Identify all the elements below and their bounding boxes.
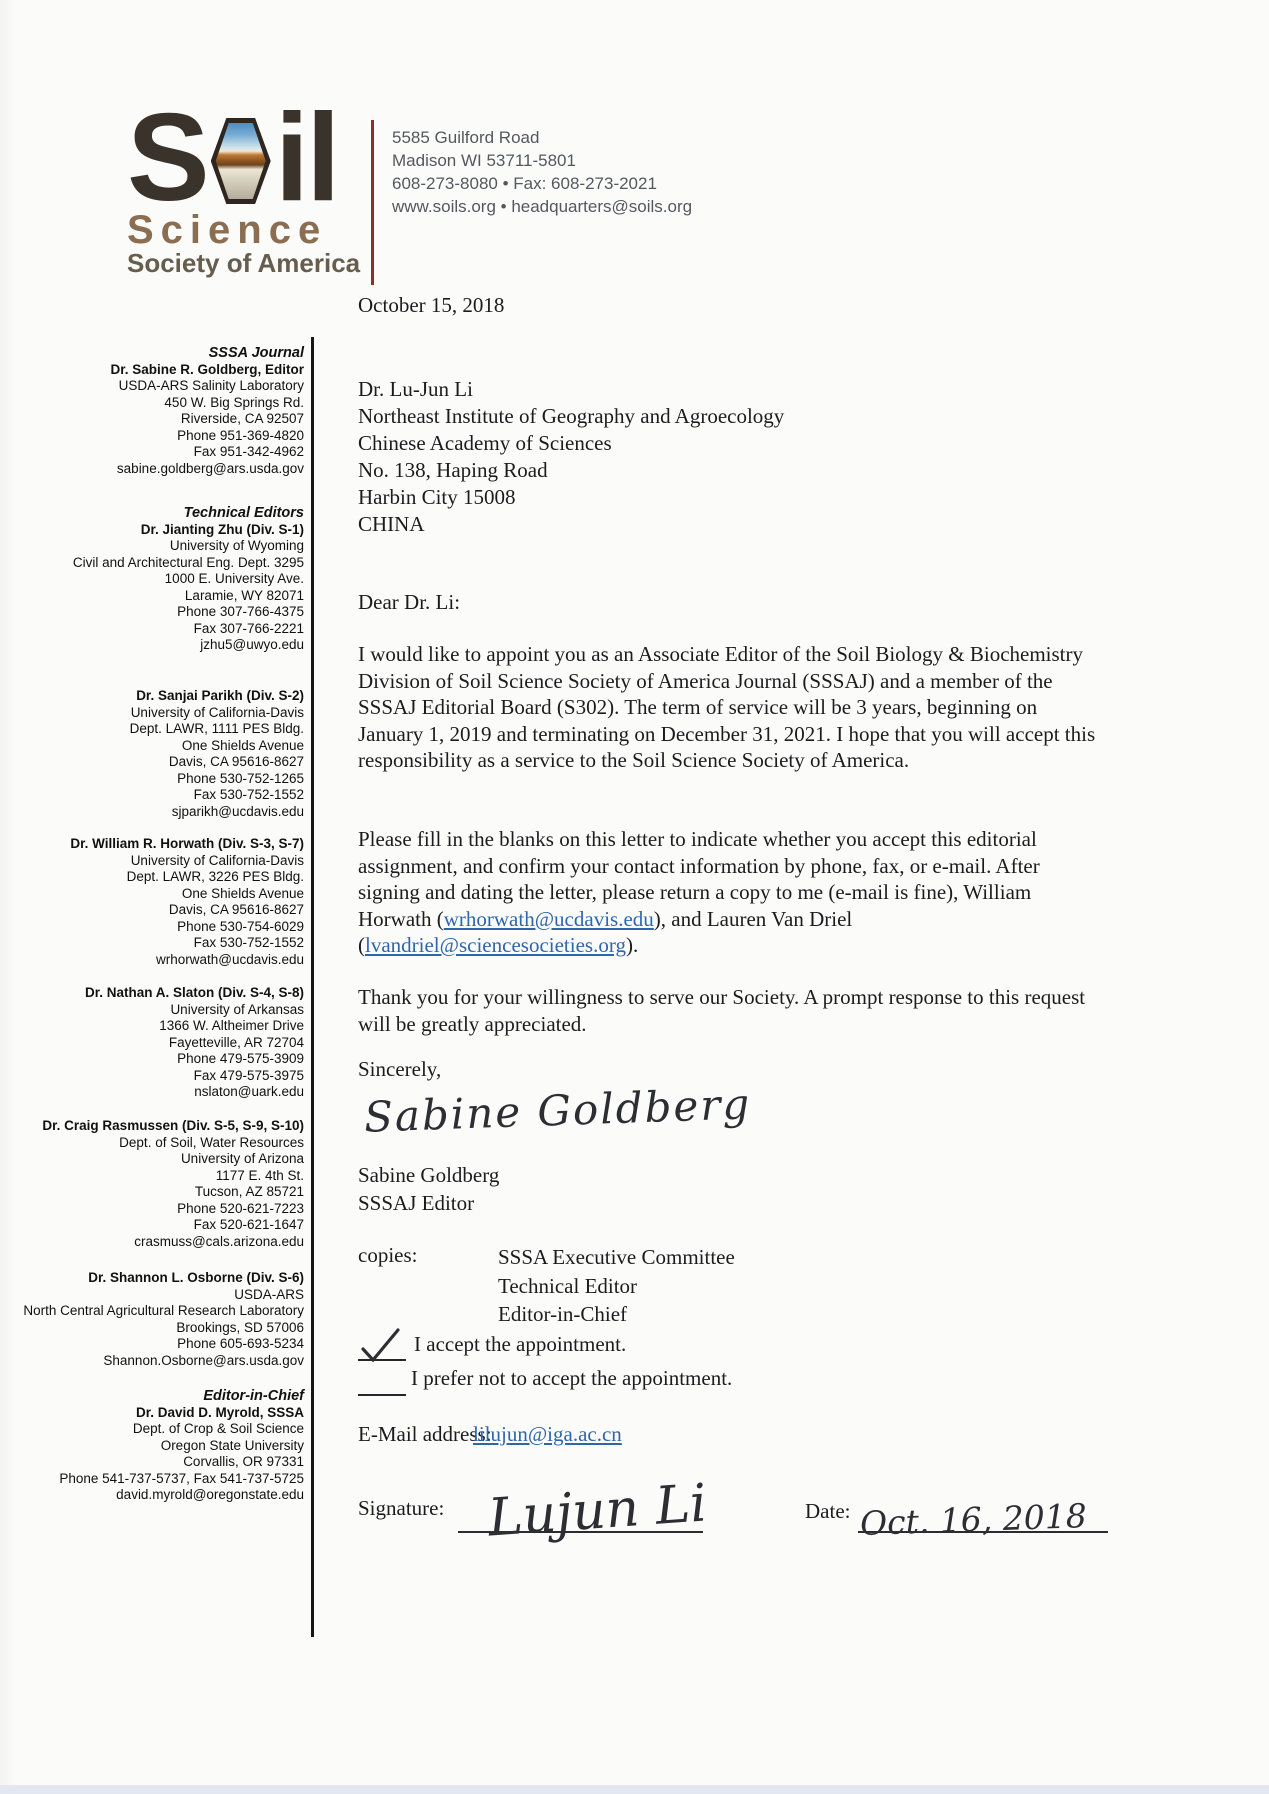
editor-contact-line: Phone 605-693-5234 <box>177 1336 304 1351</box>
editor-contact-block <box>0 505 304 654</box>
signer-name: Sabine Goldberg <box>358 1163 500 1187</box>
editors-sidebar <box>0 0 304 1794</box>
email-label: E-Mail address: <box>358 1422 492 1446</box>
editor-contact-line: University of Wyoming <box>169 538 304 553</box>
editor-contact-line: david.myrold@oregonstate.edu <box>116 1487 304 1502</box>
editor-contact-line: Dept. of Crop & Soil Science <box>132 1421 304 1436</box>
editor-contact-line: Phone 530-752-1265 <box>177 770 304 786</box>
editor-contact-block <box>0 836 304 968</box>
editor-role-heading: Editor-in-Chief <box>203 1388 304 1404</box>
recipient-line: Dr. Lu-Jun Li <box>358 377 473 401</box>
editor-contact-line: Dept. LAWR, 3226 PES Bldg. <box>126 869 304 884</box>
editor-contact-line: Fax 479-575-3975 <box>193 1067 304 1083</box>
editor-name: Dr. Craig Rasmussen (Div. S-5, S-9, S-10) <box>42 1118 304 1133</box>
editor-contact-line: nslaton@uark.edu <box>194 1084 304 1099</box>
editor-contact-line: University of Arizona <box>180 1151 304 1166</box>
checkmark-icon <box>360 1327 402 1363</box>
recipient-line: No. 138, Haping Road <box>358 458 548 482</box>
logo-science-text: Science <box>127 208 328 252</box>
editor-contact-line: Davis, CA 95616-8627 <box>168 754 304 769</box>
editor-contact-line: Phone 479-575-3909 <box>177 1051 304 1066</box>
editor-contact-block <box>0 1388 304 1504</box>
editor-contact-line: Fax 530-752-1552 <box>193 787 304 802</box>
signer-title: SSSAJ Editor <box>358 1191 475 1215</box>
address-line: www.soils.org • headquarters@soils.org <box>392 197 693 216</box>
editor-contact-line: Corvallis, OR 97331 <box>183 1454 304 1469</box>
editor-contact-line: University of Arkansas <box>170 1001 304 1017</box>
editor-contact-line: Phone 520-621-7223 <box>177 1200 304 1216</box>
editor-contact-line: Fax 530-752-1552 <box>193 935 304 950</box>
editor-contact-lines <box>0 705 304 821</box>
editor-contact-line: Fax 951-342-4962 <box>193 444 304 459</box>
copies-label: copies: <box>358 1243 418 1267</box>
editor-contact-block <box>0 985 304 1101</box>
vandriel-email-link[interactable]: lvandriel@sciencesocieties.org <box>365 933 626 957</box>
editor-contact-line: Fax 307-766-2221 <box>193 620 304 636</box>
editor-name: Dr. Jianting Zhu (Div. S-1) <box>140 521 304 537</box>
li-handwritten-signature: Lujun Li <box>486 1473 709 1549</box>
editor-contact-line: USDA-ARS <box>234 1286 304 1302</box>
paragraph-instructions <box>358 826 1100 959</box>
editor-role-heading: Technical Editors <box>183 505 304 521</box>
editor-contact-lines <box>0 1002 304 1101</box>
editor-contact-line: Tucson, AZ 85721 <box>194 1184 304 1199</box>
date-line <box>858 1496 1108 1543</box>
editor-contact-line: 1000 E. University Ave. <box>164 571 304 586</box>
editor-contact-block <box>0 1118 304 1250</box>
editor-contact-lines <box>0 378 304 477</box>
editor-contact-line: 1177 E. 4th St. <box>215 1167 304 1183</box>
editor-contact-line: Dept. LAWR, 1111 PES Bldg. <box>129 721 304 736</box>
editor-contact-line: Civil and Architectural Eng. Dept. 3295 <box>72 554 304 570</box>
editor-contact-line: Laramie, WY 82071 <box>184 587 304 603</box>
handwritten-date: Oct. 16, 2018 <box>859 1496 1088 1543</box>
copy-recipient: Editor-in-Chief <box>498 1302 628 1326</box>
editor-contact-lines <box>0 1287 304 1370</box>
editor-contact-lines <box>0 1421 304 1504</box>
editor-name: Dr. Shannon L. Osborne (Div. S-6) <box>88 1270 304 1285</box>
recipient-line: CHINA <box>358 512 425 536</box>
accept-option-label: I accept the appointment. <box>414 1332 627 1356</box>
goldberg-handwritten-signature: Sabine Goldberg <box>363 1079 752 1142</box>
editor-name: Dr. Sanjai Parikh (Div. S-2) <box>136 688 304 703</box>
editor-contact-line: Phone 307-766-4375 <box>177 604 304 619</box>
editor-contact-line: Brookings, SD 57006 <box>176 1319 304 1335</box>
editor-contact-line: sjparikh@ucdavis.edu <box>171 803 304 819</box>
editor-role-heading: SSSA Journal <box>208 345 304 361</box>
letter-date: October 15, 2018 <box>358 293 505 317</box>
paragraph-text: ), and Lauren Van Driel ( <box>358 906 853 957</box>
copy-recipient: SSSA Executive Committee <box>498 1245 735 1269</box>
editor-contact-block <box>0 688 304 820</box>
editor-contact-line: Oregon State University <box>160 1437 304 1453</box>
logo-letter-s: S <box>127 89 205 227</box>
editor-contact-line: Riverside, CA 92507 <box>180 411 304 426</box>
accept-blank-line <box>358 1359 406 1361</box>
sidebar-divider <box>311 337 314 1637</box>
editor-contact-line: Fax 520-621-1647 <box>193 1217 304 1232</box>
editor-contact-line: Shannon.Osborne@ars.usda.gov <box>103 1352 304 1368</box>
editor-contact-line: crasmuss@cals.arizona.edu <box>134 1233 304 1249</box>
editor-contact-lines <box>0 538 304 654</box>
editor-name: Dr. Sabine R. Goldberg, Editor <box>110 361 304 377</box>
signature-label: Signature: <box>358 1496 445 1520</box>
editor-contact-line: 1366 W. Altheimer Drive <box>159 1018 304 1033</box>
closing: Sincerely, <box>358 1057 442 1081</box>
address-line: Madison WI 53711-5801 <box>392 151 576 170</box>
editor-contact-line: Davis, CA 95616-8627 <box>168 902 304 917</box>
editor-contact-line: Phone 541-737-5737, Fax 541-737-5725 <box>59 1470 304 1486</box>
decline-blank-line <box>358 1394 406 1396</box>
copy-recipient: Technical Editor <box>498 1273 638 1298</box>
editor-name: Dr. Nathan A. Slaton (Div. S-4, S-8) <box>84 985 304 1000</box>
recipient-address <box>358 376 784 538</box>
signature-line <box>458 1473 709 1549</box>
editor-contact-lines <box>0 853 304 969</box>
editor-contact-line: One Shields Avenue <box>181 885 304 901</box>
editor-contact-line: One Shields Avenue <box>181 737 304 753</box>
recipient-line: Harbin City 15008 <box>358 485 516 509</box>
editor-contact-line: Phone 951-369-4820 <box>177 427 304 443</box>
editor-contact-line: Phone 530-754-6029 <box>177 918 304 934</box>
logo-society-text: Society of America <box>127 248 361 278</box>
editor-contact-line: USDA-ARS Salinity Laboratory <box>118 378 304 393</box>
editor-contact-line: University of California-Davis <box>130 704 304 720</box>
editor-contact-line: wrhorwath@ucdavis.edu <box>155 951 304 967</box>
recipient-line: Northeast Institute of Geography and Agroecology <box>358 404 785 428</box>
editor-contact-line: University of California-Davis <box>130 852 304 868</box>
letter-body <box>358 0 1100 1794</box>
date-label: Date: <box>805 1499 851 1523</box>
signature-date-row <box>358 1473 1118 1560</box>
recipient-line: Chinese Academy of Sciences <box>358 431 612 455</box>
logo-letters-il: il <box>274 89 338 227</box>
decline-option-label: I prefer not to accept the appointment. <box>411 1366 733 1390</box>
editor-contact-line: 450 W. Big Springs Rd. <box>164 394 304 410</box>
editor-contact-line: North Central Agricultural Research Laboratory <box>23 1303 304 1318</box>
editor-name: Dr. William R. Horwath (Div. S-3, S-7) <box>70 836 304 851</box>
paragraph-appointment: I would like to appoint you as an Associate Editor of the Soil Biology & Biochemistry Division of Soil Science Society of America Journal (SSSAJ) and a member of the SSSAJ Editorial Board (S302). The term of service will be 3 years, beginning on January 1, 2019 and terminating on December 31, 2021. I hope that you will accept this responsibility as a service to the Soil Science Society of America. <box>358 642 1096 772</box>
editor-contact-line: jzhu5@uwyo.edu <box>200 637 304 652</box>
paragraph-text: ). <box>625 933 639 957</box>
editor-contact-block <box>0 345 304 477</box>
lilujun-email-link[interactable]: lilujun@iga.ac.cn <box>473 1422 622 1446</box>
decline-option-row <box>358 1362 958 1408</box>
editor-name: Dr. David D. Myrold, SSSA <box>135 1404 304 1420</box>
paragraph-text: Please fill in the blanks on this letter to indicate whether you accept this editorial assignment, and confirm your contact information by phone, fax, or e-mail. After signing and dating the letter, please return a copy to me (e-mail is fine), William Horwath ( <box>358 827 1040 931</box>
horwath-email-link[interactable]: wrhorwath@ucdavis.edu <box>443 906 654 931</box>
copies-list <box>498 1243 735 1329</box>
editor-contact-block <box>0 1270 304 1369</box>
editor-contact-line: Dept. of Soil, Water Resources <box>119 1134 304 1150</box>
editor-contact-line: sabine.goldberg@ars.usda.gov <box>116 460 304 476</box>
editor-contact-line: Fayetteville, AR 72704 <box>168 1034 304 1050</box>
paragraph-thanks: Thank you for your willingness to serve our Society. A prompt response to this request will be greatly appreciated. <box>358 985 1086 1036</box>
address-line: 608-273-8080 • Fax: 608-273-2021 <box>392 174 657 193</box>
address-line: 5585 Guilford Road <box>392 128 540 147</box>
salutation: Dear Dr. Li: <box>358 590 461 614</box>
scan-edge-artifact <box>0 1785 1269 1794</box>
editor-contact-lines <box>0 1135 304 1251</box>
